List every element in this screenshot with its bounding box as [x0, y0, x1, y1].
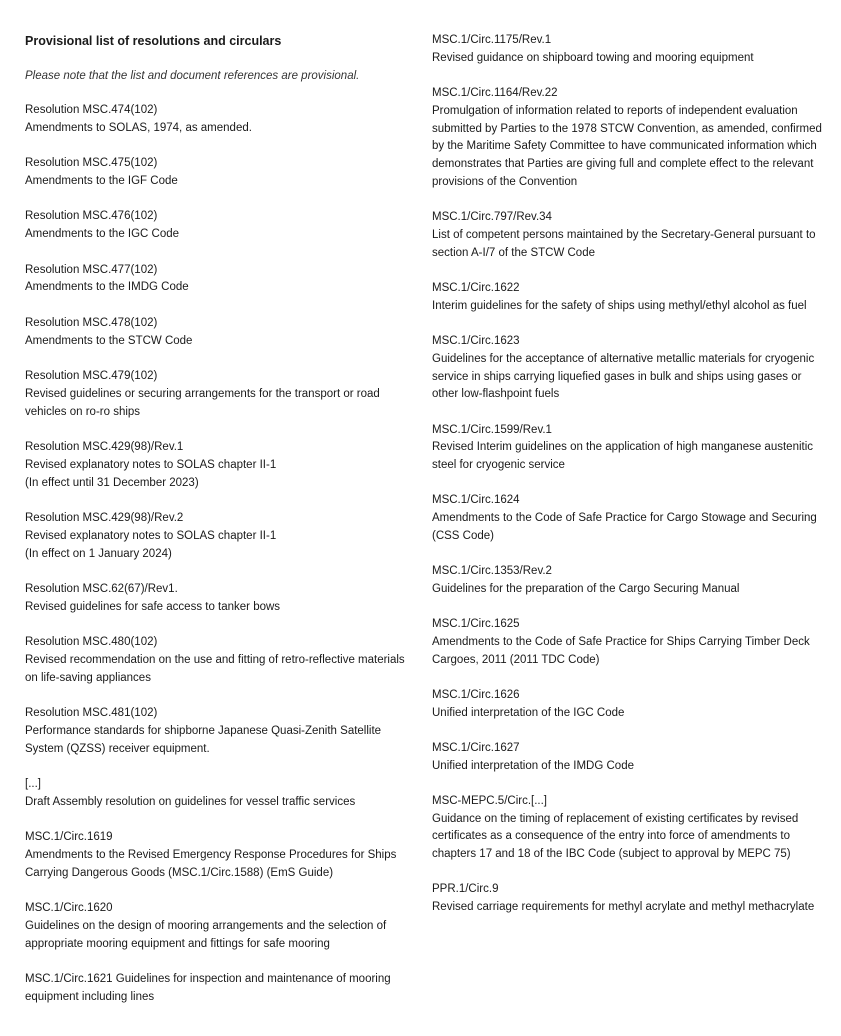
list-item [432, 422, 824, 475]
list-item [25, 829, 417, 882]
list-item [432, 740, 824, 776]
list-item [25, 971, 417, 1007]
list-item [25, 315, 417, 351]
list-item [25, 102, 417, 138]
document-description: Guidelines for the acceptance of alternative metallic materials for cryogenic service in ships carrying liquefied gases in bulk and ships using gases or other low-flashpoint fuels [432, 352, 815, 401]
document-reference: MSC.1/Circ.1164/Rev.22 [432, 86, 558, 99]
list-item [432, 687, 824, 723]
document-reference: Resolution MSC.429(98)/Rev.1 [25, 440, 184, 453]
document-description: Revised recommendation on the use and fitting of retro-reflective materials on life-saving appliances [25, 653, 405, 684]
document-description: Revised explanatory notes to SOLAS chapter II-1 [25, 529, 277, 542]
document-reference: PPR.1/Circ.9 [432, 883, 499, 896]
document-reference: MSC.1/Circ.1625 [432, 618, 520, 631]
document-reference: Resolution MSC.474(102) [25, 104, 158, 116]
list-item [25, 705, 417, 758]
document-reference: Resolution MSC.429(98)/Rev.2 [25, 511, 184, 524]
document-description: Promulgation of information related to reports of independent evaluation submitted by Parties to the 1978 STCW Convention, as amended, confirmed by the Maritime Safety Committee to have communicated information which demonstrates that Parties are giving full and complete effect to the relevant provisions of the Convention [432, 104, 822, 188]
document-description: Amendments to the IGF Code [25, 174, 178, 187]
document-description: Draft Assembly resolution on guidelines for vessel traffic services [25, 795, 356, 808]
list-item [25, 439, 417, 492]
list-item [25, 776, 417, 812]
document-description: Revised guidance on shipboard towing and mooring equipment [432, 51, 754, 64]
document-reference: MSC.1/Circ.1353/Rev.2 [432, 565, 552, 578]
document-description: Guidelines on the design of mooring arrangements and the selection of appropriate mooring equipment and fittings for safe mooring [25, 920, 387, 950]
document-reference: MSC.1/Circ.1621 Guidelines for inspection and maintenance of mooring equipment including lines [25, 973, 391, 1003]
document-reference: MSC.1/Circ.1620 [25, 902, 113, 915]
list-item [432, 492, 824, 545]
document-reference: Resolution MSC.62(67)/Rev1. [25, 582, 178, 595]
list-item [25, 510, 417, 563]
list-item [432, 209, 824, 262]
list-item [432, 616, 824, 669]
document-reference: MSC.1/Circ.1623 [432, 334, 520, 347]
left-column [25, 32, 417, 1024]
document-reference: Resolution MSC.478(102) [25, 316, 158, 329]
document-reference: Resolution MSC.476(102) [25, 210, 158, 223]
list-item [432, 280, 824, 316]
effective-date-note: (In effect on 1 January 2024) [25, 547, 172, 560]
list-item [25, 581, 417, 617]
list-item [25, 208, 417, 244]
document-reference: MSC.1/Circ.1627 [432, 741, 520, 754]
document-reference: Resolution MSC.480(102) [25, 636, 158, 649]
document-description: Amendments to the STCW Code [25, 334, 193, 347]
document-reference: MSC.1/Circ.1622 [432, 281, 520, 294]
list-item [432, 563, 824, 599]
right-entry-list [432, 32, 824, 917]
provisional-note: Please note that the list and document references are provisional. [25, 70, 360, 82]
list-item [25, 155, 417, 191]
document-description: Guidance on the timing of replacement of existing certificates by revised certificates as a consequence of the entry into force of amendments to chapters 17 and 18 of the IBC Code (subject to approval by MEPC 75) [432, 812, 799, 861]
list-item [25, 262, 417, 298]
list-item [25, 634, 417, 687]
document-reference: MSC.1/Circ.1619 [25, 831, 113, 844]
right-column [432, 32, 824, 934]
page-title: Provisional list of resolutions and circulars [25, 34, 282, 48]
document-reference: [...] [25, 778, 41, 791]
document-reference: MSC.1/Circ.1626 [432, 688, 520, 701]
document-reference: Resolution MSC.479(102) [25, 369, 158, 382]
list-item [432, 85, 824, 192]
document-description: Guidelines for the preparation of the Cargo Securing Manual [432, 582, 740, 595]
document-description: Unified interpretation of the IGC Code [432, 706, 625, 719]
list-item [432, 881, 824, 917]
list-item [25, 368, 417, 421]
document-reference: Resolution MSC.481(102) [25, 707, 158, 720]
document-reference: MSC.1/Circ.1624 [432, 494, 520, 507]
document-description: Revised guidelines for safe access to tanker bows [25, 600, 281, 613]
list-item [432, 333, 824, 404]
document-description: Amendments to the Code of Safe Practice for Ships Carrying Timber Deck Cargoes, 2011 (2011 TDC Code) [432, 635, 810, 666]
list-item [432, 32, 824, 68]
document-description: Performance standards for shipborne Japanese Quasi-Zenith Satellite System (QZSS) receiver equipment. [25, 724, 382, 755]
document-description: Revised carriage requirements for methyl acrylate and methyl methacrylate [432, 901, 815, 914]
document-description: Amendments to SOLAS, 1974, as amended. [25, 121, 252, 134]
document-description: List of competent persons maintained by the Secretary-General pursuant to section A-I/7 of the STCW Code [432, 228, 816, 259]
document-description: Interim guidelines for the safety of ships using methyl/ethyl alcohol as fuel [432, 299, 807, 312]
document-description: Amendments to the IMDG Code [25, 281, 189, 294]
left-entry-list [25, 102, 417, 1007]
document-reference: MSC.1/Circ.1599/Rev.1 [432, 423, 552, 436]
list-item [432, 793, 824, 864]
document-description: Revised Interim guidelines on the application of high manganese austenitic steel for cryogenic service [432, 441, 814, 472]
document-description: Unified interpretation of the IMDG Code [432, 759, 634, 772]
document-reference: Resolution MSC.475(102) [25, 157, 158, 170]
document-description: Amendments to the Revised Emergency Response Procedures for Ships Carrying Dangerous Goods (MSC.1/Circ.1588) (EmS Guide) [25, 849, 397, 879]
document-description: Amendments to the Code of Safe Practice for Cargo Stowage and Securing (CSS Code) [432, 512, 817, 542]
document-description: Revised explanatory notes to SOLAS chapter II-1 [25, 458, 277, 471]
document-reference: MSC.1/Circ.797/Rev.34 [432, 211, 552, 224]
document-reference: Resolution MSC.477(102) [25, 263, 158, 276]
document-description: Revised guidelines or securing arrangements for the transport or road vehicles on ro-ro ships [25, 387, 380, 418]
effective-date-note: (In effect until 31 December 2023) [25, 476, 199, 489]
document-reference: MSC-MEPC.5/Circ.[...] [432, 794, 548, 807]
document-description: Amendments to the IGC Code [25, 228, 180, 241]
list-item [25, 900, 417, 953]
document-reference: MSC.1/Circ.1175/Rev.1 [432, 34, 552, 46]
